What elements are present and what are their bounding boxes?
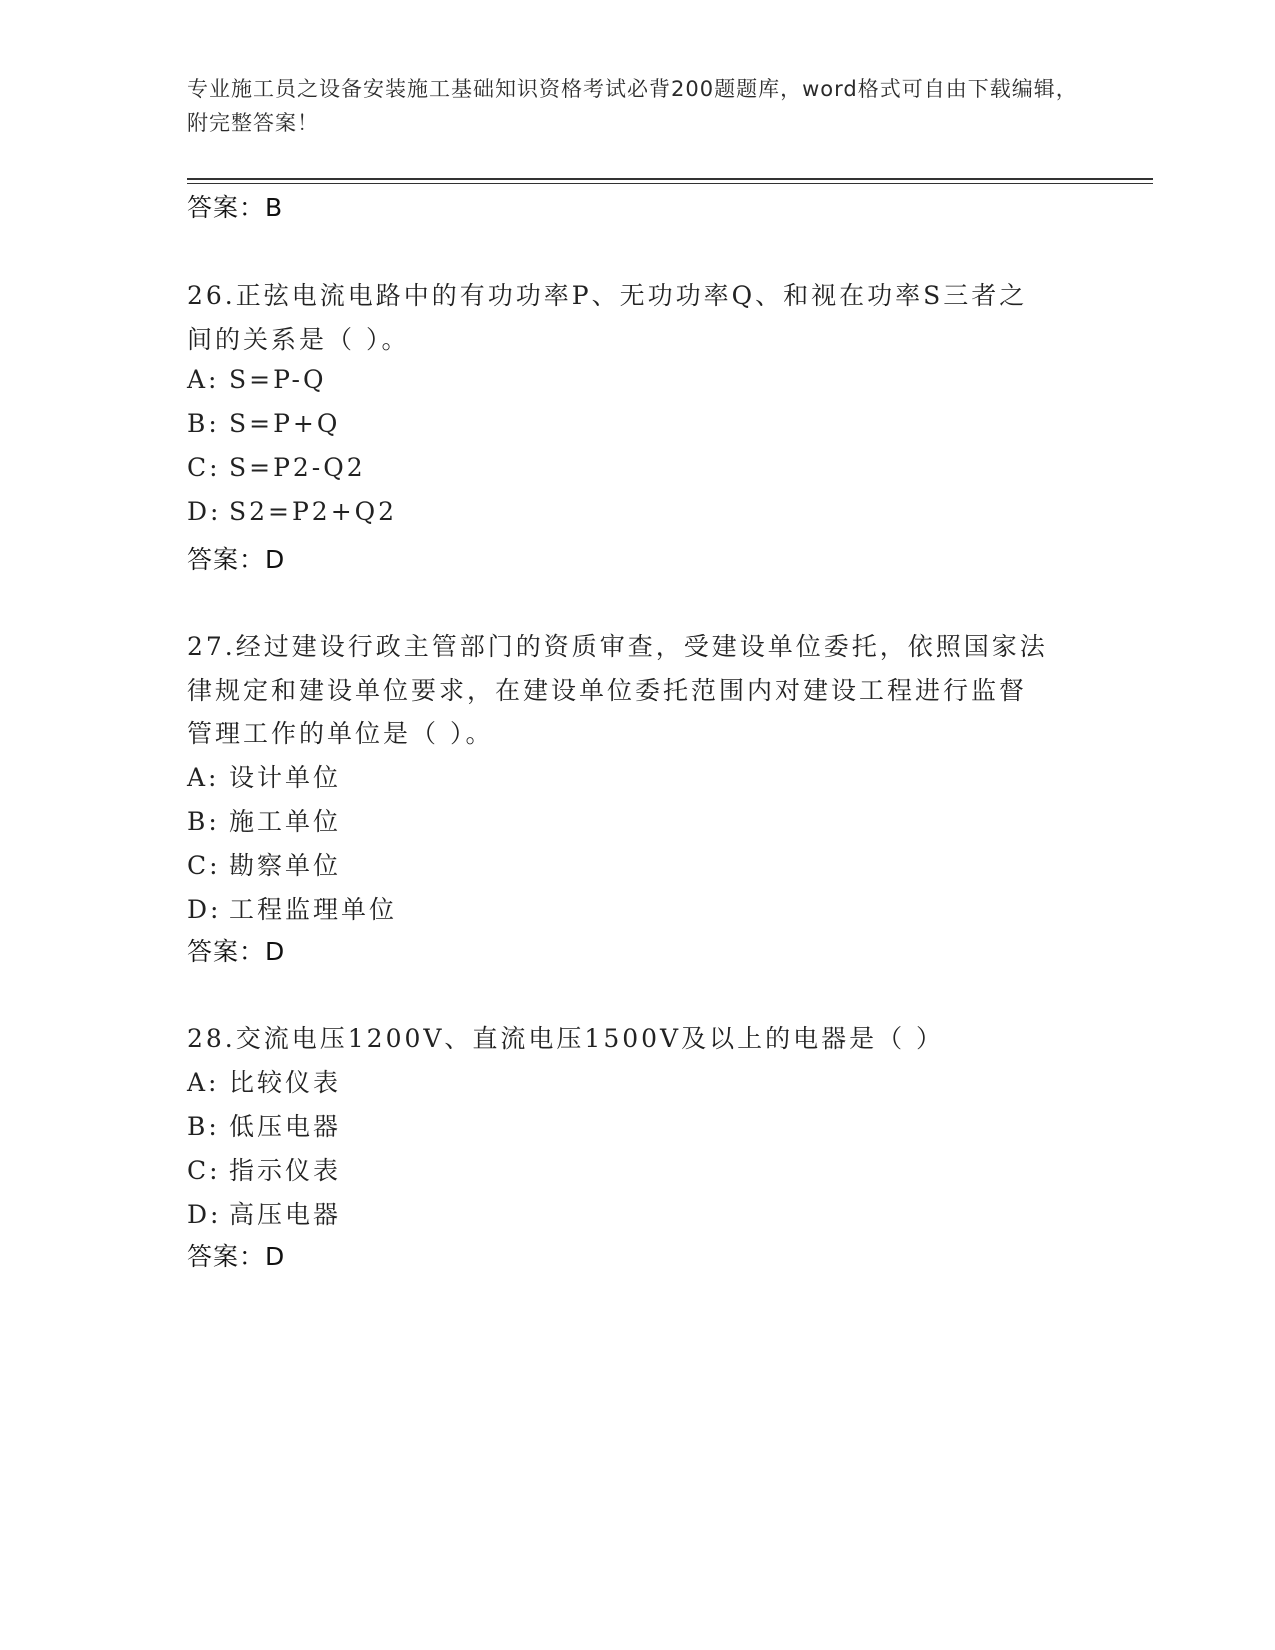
- question-28-option-c: C: 指示仪表: [187, 1156, 342, 1185]
- question-28-option-b: B: 低压电器: [187, 1112, 342, 1141]
- header-divider-thin: [187, 183, 1153, 184]
- question-28-stem-line-1: 28.交流电压1200V、直流电压1500V及以上的电器是（ ）: [187, 1024, 945, 1053]
- question-26-option-d: D: S2=P2+Q2: [187, 497, 398, 526]
- question-27-option-b: B: 施工单位: [187, 807, 342, 836]
- question-27-stem-line-1: 27.经过建设行政主管部门的资质审查，受建设单位委托，依照国家法: [187, 632, 1048, 661]
- question-28-answer: 答案：D: [187, 1242, 286, 1271]
- question-26-option-b: B: S=P+Q: [187, 409, 341, 438]
- question-28-option-d: D: 高压电器: [187, 1200, 342, 1229]
- question-27-stem-line-3: 管理工作的单位是（ ）。: [187, 719, 494, 748]
- question-26-option-c: C: S=P2-Q2: [187, 453, 366, 482]
- previous-answer: 答案：B: [187, 193, 284, 222]
- question-26-stem-line-2: 间的关系是（ ）。: [187, 325, 410, 354]
- question-27-option-c: C: 勘察单位: [187, 851, 342, 880]
- question-27-answer: 答案：D: [187, 937, 286, 966]
- question-27-option-d: D: 工程监理单位: [187, 895, 398, 924]
- question-26-option-a: A: S=P-Q: [187, 365, 327, 394]
- question-27-stem-line-2: 律规定和建设单位要求，在建设单位委托范围内对建设工程进行监督: [187, 676, 1028, 705]
- question-26-answer: 答案：D: [187, 545, 286, 574]
- question-28-option-a: A: 比较仪表: [187, 1068, 342, 1097]
- header-divider-thick: [187, 178, 1153, 180]
- document-header: 专业施工员之设备安装施工基础知识资格考试必背200题题库，word格式可自由下载编辑，附完整答案！: [187, 77, 1078, 135]
- question-27-option-a: A: 设计单位: [187, 763, 342, 792]
- question-26-stem-line-1: 26.正弦电流电路中的有功功率P、无功功率Q、和视在功率S三者之: [187, 281, 1028, 310]
